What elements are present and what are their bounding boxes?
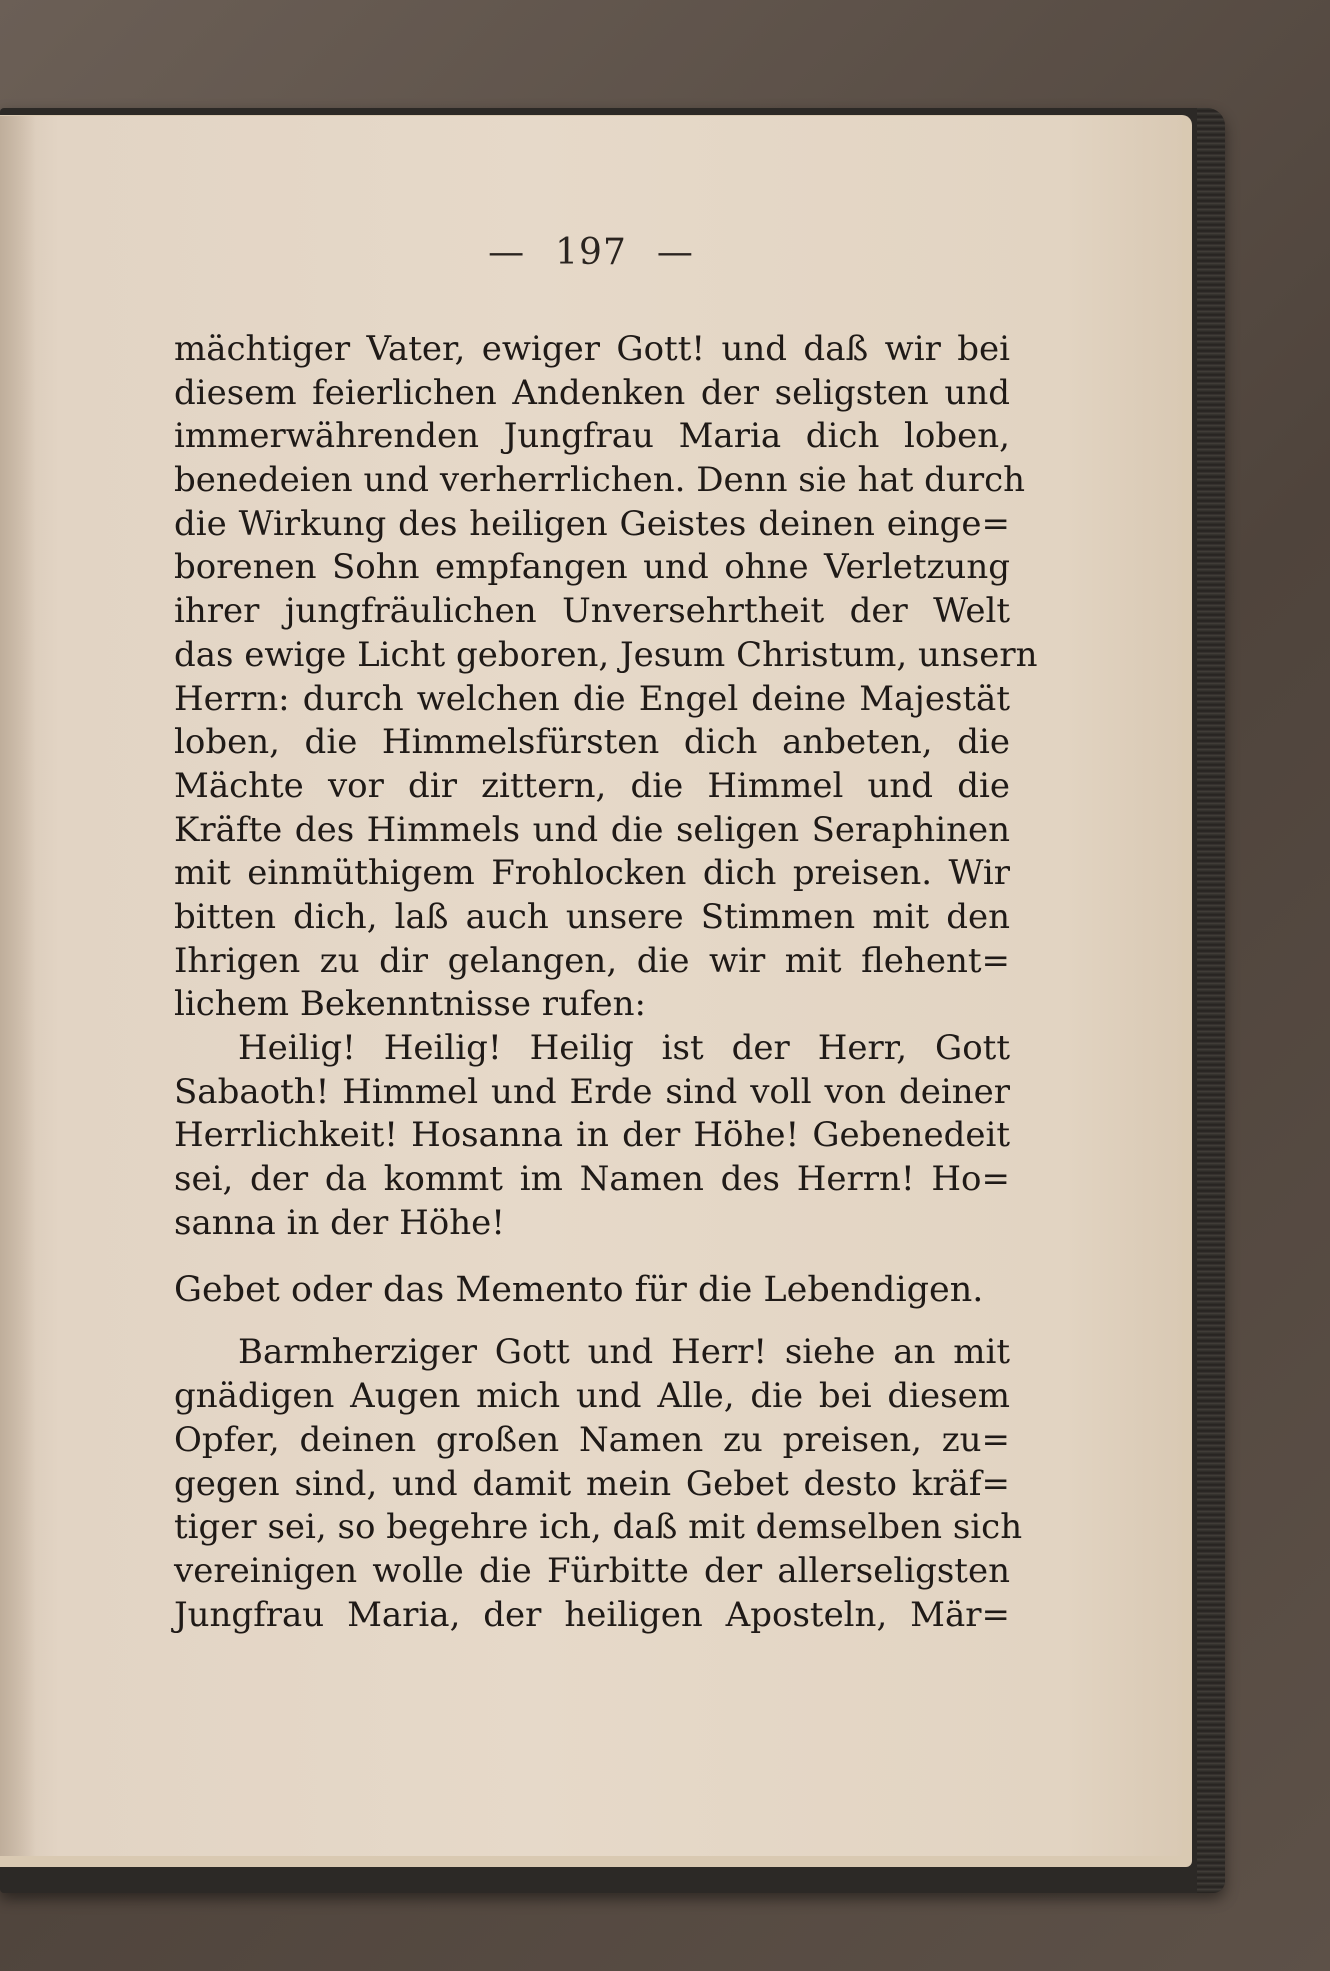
text-line: mächtiger Vater, ewiger Gott! und daß wir bei (174, 329, 1010, 369)
prayer-line: vereinigen wolle die Fürbitte der allerseligsten (174, 1550, 1010, 1591)
cover-edge (1197, 108, 1225, 1893)
text-line: immerwährenden Jungfrau Maria dich loben, (174, 416, 1010, 457)
text-line: ihrer jungfräulichen Unversehrtheit der Welt (174, 591, 1010, 632)
page-number-value: 197 (555, 232, 627, 273)
page-number-dash-right: — (656, 232, 694, 273)
text-line: Kräfte des Himmels und die seligen Seraphinen (174, 809, 1010, 850)
prayer-line: gegen sind, und damit mein Gebet desto kräf= (174, 1463, 1010, 1504)
text-line: loben, die Himmelsfürsten dich anbeten, die (174, 722, 1010, 763)
sanctus-line: Heilig! Heilig! Heilig ist der Herr, Gott (238, 1028, 1010, 1068)
prayer-line: Jungfrau Maria, der heiligen Aposteln, Mär= (174, 1594, 1010, 1635)
page-gutter (0, 116, 36, 1856)
text-line: die Wirkung des heiligen Geistes deinen einge= (174, 503, 1010, 544)
text-line: Mächte vor dir zittern, die Himmel und die (174, 765, 1010, 806)
prayer-line: tiger sei, so begehre ich, daß mit demselben sich (174, 1507, 1023, 1548)
sanctus-line: sanna in der Höhe! (174, 1202, 505, 1243)
page-body-text (174, 328, 1038, 1637)
page-number (0, 232, 1182, 273)
sanctus-line: Sabaoth! Himmel und Erde sind voll von deiner (174, 1071, 1010, 1112)
text-line: das ewige Licht geboren, Jesum Christum, unsern (174, 634, 1038, 675)
sanctus-line: Herrlichkeit! Hosanna in der Höhe! Gebenedeit (174, 1115, 1010, 1156)
text-line: diesem feierlichen Andenken der seligsten und (174, 372, 1010, 413)
prayer-line: gnädigen Augen mich und Alle, die bei diesem (174, 1376, 1010, 1417)
text-line: Ihrigen zu dir gelangen, die wir mit flehent= (174, 940, 1010, 981)
text-line: mit einmüthigem Frohlocken dich preisen. Wir (174, 853, 1010, 894)
heading-spacer (174, 1321, 1010, 1331)
section-heading: Gebet oder das Memento für die Lebendigen. (174, 1270, 984, 1311)
sanctus-line: sei, der da kommt im Namen des Herrn! Ho= (174, 1159, 1010, 1200)
text-line: Herrn: durch welchen die Engel deine Majestät (174, 678, 1010, 719)
text-line: bitten dich, laß auch unsere Stimmen mit den (174, 896, 1010, 937)
prayer-line: Barmherziger Gott und Herr! siehe an mit (238, 1332, 1010, 1373)
text-line: lichem Bekenntnisse rufen: (174, 984, 646, 1025)
page-number-dash-left: — (488, 232, 526, 273)
prayer-line: Opfer, deinen großen Namen zu preisen, zu= (174, 1419, 1010, 1460)
text-line: borenen Sohn empfangen und ohne Verletzung (174, 547, 1010, 588)
text-line: benedeien und verherrlichen. Denn sie hat durch (174, 460, 1026, 501)
